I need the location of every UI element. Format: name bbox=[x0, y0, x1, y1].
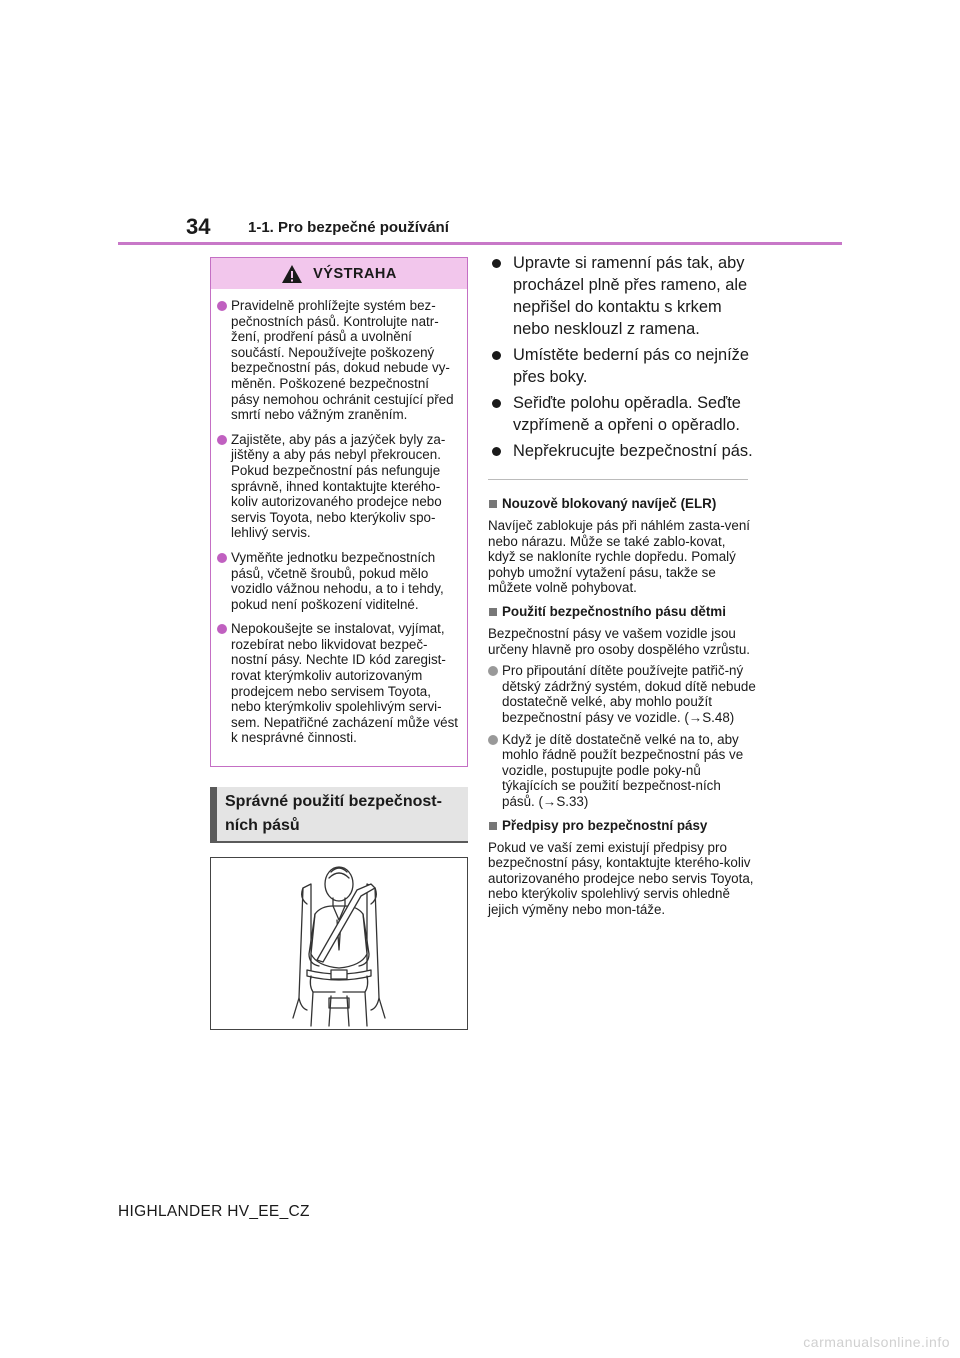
instruction-bullet bbox=[488, 392, 756, 436]
instruction-text: Nepřekrucujte bezpečnostní pás. bbox=[513, 442, 753, 460]
warning-item-text: Zajistěte, aby pás a jazýček byly za-jištěny a aby pás nebyl překroucen. Pokud bezpečnostní pás nefunguje správně, ihned kontaktujte kterého-koliv autorizovaného prodejce nebo servis Toyota, nebo kterýkoliv spo-lehlivý servis. bbox=[231, 431, 446, 541]
children-text: Bezpečnostní pásy ve vašem vozidle jsou určeny hlavně pro osoby dospělého vzrůstu. bbox=[488, 625, 751, 657]
watermark: carmanualsonline.info bbox=[803, 1334, 950, 1350]
regulations-heading-text: Předpisy pro bezpečnostní pásy bbox=[502, 817, 708, 833]
warning-triangle-icon bbox=[281, 264, 303, 284]
section-heading-text bbox=[225, 790, 442, 838]
square-bullet-icon bbox=[489, 822, 497, 830]
instruction-bullet bbox=[488, 344, 756, 388]
section-heading-line: Správné použití bezpečnost- bbox=[225, 793, 442, 810]
bullet-dot-icon bbox=[217, 624, 227, 634]
elr-heading bbox=[488, 496, 756, 512]
bullet-dot-icon bbox=[488, 666, 498, 676]
seated-person-seatbelt-image bbox=[211, 858, 467, 1029]
elr-text: Navíječ zablokuje pás při náhlém zasta-vení nebo nárazu. Může se také zablo-kovat, když se nakloníte rychle dopředu. Pomalý pohyb umožní vytažení pásu, takže se můžete volně pohybovat. bbox=[488, 518, 750, 596]
bullet-dot-icon bbox=[217, 301, 227, 311]
warning-box bbox=[210, 257, 468, 767]
section-heading-line: ních pásů bbox=[225, 817, 300, 834]
children-heading bbox=[488, 604, 756, 620]
header-rule bbox=[118, 242, 842, 245]
warning-item-text: Nepokoušejte se instalovat, vyjímat, rozebírat nebo likvidovat bezpeč-nostní pásy. Nechte ID kód zaregist-rovat kterýmkoliv autorizovaným prodejcem nebo servisem Toyota, nebo kterýmkoliv spolehlivým servi-sem. Nepatřičné zacházení může vést k nesprávné činnosti. bbox=[231, 621, 459, 746]
footer-model-code: HIGHLANDER HV_EE_CZ bbox=[118, 1203, 310, 1220]
warning-item bbox=[211, 298, 467, 423]
bullet-dot-icon bbox=[492, 259, 501, 268]
bullet-dot-icon bbox=[492, 351, 501, 360]
bullet-dot-icon bbox=[217, 435, 227, 445]
instruction-text: Umístěte bederní pás co nejníže přes boky. bbox=[513, 346, 749, 386]
children-item bbox=[488, 663, 756, 725]
warning-item bbox=[211, 621, 467, 746]
warning-item-text: Pravidelně prohlížejte systém bez-pečnostních pásů. Kontrolujte natr-žení, prodření pásů a uvolnění součástí. Nepoužívejte poškozený bezpečnostní pás, dokud nebude vy-měněn. Poškozené bezpečnostní pásy nemohou ochránit cestující před smrtí nebo vážným zraněním. bbox=[231, 298, 454, 423]
spacer bbox=[488, 466, 756, 488]
warning-header bbox=[211, 258, 467, 289]
regulations-text: Pokud ve vaší zemi existují předpisy pro bezpečnostní pásy, kontaktujte kterého-koliv autorizovaného prodejce nebo servis Toyota, nebo kterýkoliv spolehlivý servis ohledně jejich výměny nebo mon-táže. bbox=[488, 839, 754, 917]
instruction-bullet bbox=[488, 440, 756, 462]
warning-item bbox=[211, 432, 467, 541]
regulations-heading bbox=[488, 818, 756, 834]
bullet-dot-icon bbox=[217, 553, 227, 563]
section-title: 1-1. Pro bezpečné používání bbox=[248, 219, 449, 236]
page-number: 34 bbox=[186, 214, 211, 239]
instruction-text: Upravte si ramenní pás tak, aby procházel plně přes rameno, ale nepřišel do kontaktu s krkem nebo nesklouzl z ramena. bbox=[513, 254, 748, 338]
warning-item bbox=[211, 550, 467, 612]
square-bullet-icon bbox=[489, 500, 497, 508]
square-bullet-icon bbox=[489, 608, 497, 616]
bullet-dot-icon bbox=[492, 447, 501, 456]
children-item-text: Když je dítě dostatečně velké na to, aby mohlo řádně použít bezpečnostní pás ve vozidle, postupujte podle poky-nů týkajících se použití bezpečnost-ních pásů. (→S.33) bbox=[502, 731, 744, 809]
children-heading-text: Použití bezpečnostního pásu dětmi bbox=[502, 603, 726, 619]
seatbelt-illustration bbox=[210, 857, 468, 1030]
instruction-bullet bbox=[488, 252, 756, 340]
section-divider bbox=[488, 479, 748, 480]
children-item-text: Pro připoutání dítěte používejte patřič-ný dětský zádržný systém, dokud dítě nebude dostatečně velké, aby mohlo použít bezpečnostní pásy ve vozidle. (→S.48) bbox=[502, 663, 756, 725]
bullet-dot-icon bbox=[488, 735, 498, 745]
elr-heading-text: Nouzově blokovaný navíječ (ELR) bbox=[502, 496, 717, 511]
right-column bbox=[488, 252, 756, 917]
instruction-text: Seřiďte polohu opěradla. Seďte vzpřímeně a opřeni o opěradlo. bbox=[513, 394, 741, 434]
warning-item-text: Vyměňte jednotku bezpečnostních pásů, včetně šroubů, pokud mělo vozidlo vážnou nehodu, a to i tehdy, pokud není poškození viditelné. bbox=[231, 549, 444, 612]
warning-title: VÝSTRAHA bbox=[313, 265, 397, 282]
children-item bbox=[488, 732, 756, 810]
section-heading bbox=[210, 787, 468, 843]
bullet-dot-icon bbox=[492, 399, 501, 408]
